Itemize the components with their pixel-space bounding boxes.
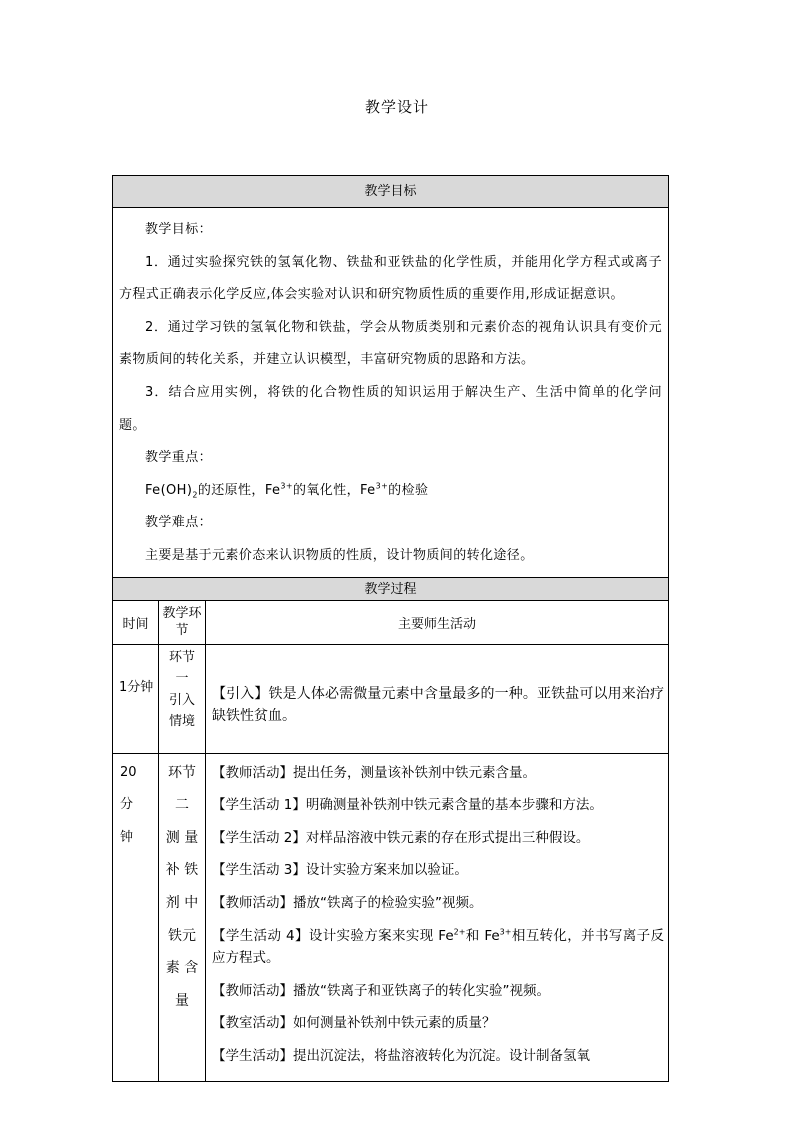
activity-student-precipitation: 【学生活动】提出沉淀法，将盐溶液转化为沉淀。设计制备氢氧	[212, 1047, 590, 1064]
goals-section-body	[113, 208, 668, 578]
row2-stage-line-7: 素 含	[165, 960, 199, 977]
row1-stage-line-3: 引入	[168, 692, 195, 708]
activity-student-3: 【学生活动 3】设计实验方案来加以验证。	[212, 862, 468, 879]
row1-stage-line-4: 情境	[168, 714, 195, 730]
row2-time-line-2: 分	[120, 797, 134, 813]
column-header-time: 时间	[113, 601, 159, 644]
row2-stage	[159, 754, 206, 1081]
row2-stage-line-2: 二	[175, 797, 189, 814]
table-row	[113, 645, 668, 754]
activity-student-4-sup-1: 2+	[453, 927, 466, 936]
process-section-header: 教学过程	[113, 578, 668, 601]
goal-item-1: 1．通过实验探究铁的氢氧化物、铁盐和亚铁盐的化学性质，并能用化学方程式或离子方程式正确表示化学反应,体会实验对认识和研究物质性质的重要作用,形成证据意识。	[119, 254, 662, 303]
row2-time	[113, 754, 159, 1081]
activity-classroom-question: 【教室活动】如何测量补铁剂中铁元素的质量？	[212, 1015, 496, 1032]
key-points-part-2: 的还原性，Fe	[197, 482, 281, 498]
row2-time-line-1: 20	[120, 764, 137, 780]
key-points-subscript: 2	[192, 490, 198, 500]
key-points-superscript-1: 3+	[280, 481, 293, 491]
row1-activity: 【引入】铁是人体必需微量元素中含量最多的一种。亚铁盐可以用来治疗缺铁性贫血。	[212, 685, 664, 724]
activity-teacher-task: 【教师活动】提出任务，测量该补铁剂中铁元素含量。	[212, 764, 536, 781]
activity-student-4-part-1: 【学生活动 4】设计实验方案来实现 Fe	[212, 927, 454, 944]
lesson-plan-table	[112, 175, 669, 1082]
goal-item-2: 2．通过学习铁的氢氧化物和铁盐，学会从物质类别和元素价态的视角认识具有变价元素物质间的转化关系，并建立认识模型，丰富研究物质的思路和方法。	[119, 319, 662, 368]
key-points-part-4: 的检验	[388, 482, 429, 498]
document-title: 教学设计	[364, 98, 429, 116]
key-points-label: 教学重点：	[145, 450, 213, 466]
row1-time: 1分钟	[113, 645, 159, 753]
activity-teacher-video-1: 【教师活动】播放“铁离子的检验实验”视频。	[212, 894, 483, 911]
row2-stage-line-4: 补 铁	[165, 862, 199, 879]
activity-student-4-sup-2: 3+	[499, 927, 512, 936]
row1-stage-line-1: 环节	[168, 649, 195, 665]
table-row	[113, 754, 668, 1081]
row2-stage-line-1: 环节	[168, 764, 196, 781]
row2-stage-line-8: 量	[175, 992, 189, 1009]
column-header-activities: 主要师生活动	[397, 616, 476, 632]
activity-student-2: 【学生活动 2】对样品溶液中铁元素的存在形式提出三种假设。	[212, 829, 590, 846]
activity-student-1: 【学生活动 1】明确测量补铁剂中铁元素含量的基本步骤和方法。	[212, 797, 603, 814]
row1-stage-line-2: 一	[175, 671, 189, 687]
key-points-part-3: 的氧化性，Fe	[293, 482, 376, 498]
activity-student-4	[212, 920, 664, 975]
goals-section-header: 教学目标	[113, 176, 668, 208]
activity-student-4-part-2: 和 Fe	[465, 927, 500, 944]
key-points-text	[119, 475, 662, 508]
row2-stage-line-5: 剂 中	[165, 894, 199, 911]
process-table-header-row	[113, 601, 668, 645]
row2-stage-line-6: 铁元	[168, 927, 196, 944]
column-header-stage: 教学环节	[159, 601, 206, 644]
row2-stage-line-3: 测 量	[165, 829, 199, 846]
goal-item-3: 3．结合应用实例，将铁的化合物性质的知识运用于解决生产、生活中简单的化学问题。	[119, 384, 662, 433]
activity-student-4-part-3: 相互转化，并书写离子反应方程式。	[212, 927, 664, 966]
row2-time-line-3: 钟	[120, 829, 134, 845]
key-points-superscript-2: 3+	[375, 481, 389, 491]
row2-activities	[206, 754, 668, 1081]
row1-stage	[159, 645, 206, 753]
activity-teacher-video-2: 【教师活动】播放“铁离子和亚铁离子的转化实验”视频。	[212, 982, 550, 999]
goals-heading: 教学目标：	[145, 222, 213, 237]
difficulty-text: 主要是基于元素价态来认识物质的性质，设计物质间的转化途径。	[145, 547, 534, 563]
difficulty-label: 教学难点：	[145, 515, 213, 531]
key-points-part-1: Fe(OH)	[145, 482, 193, 498]
